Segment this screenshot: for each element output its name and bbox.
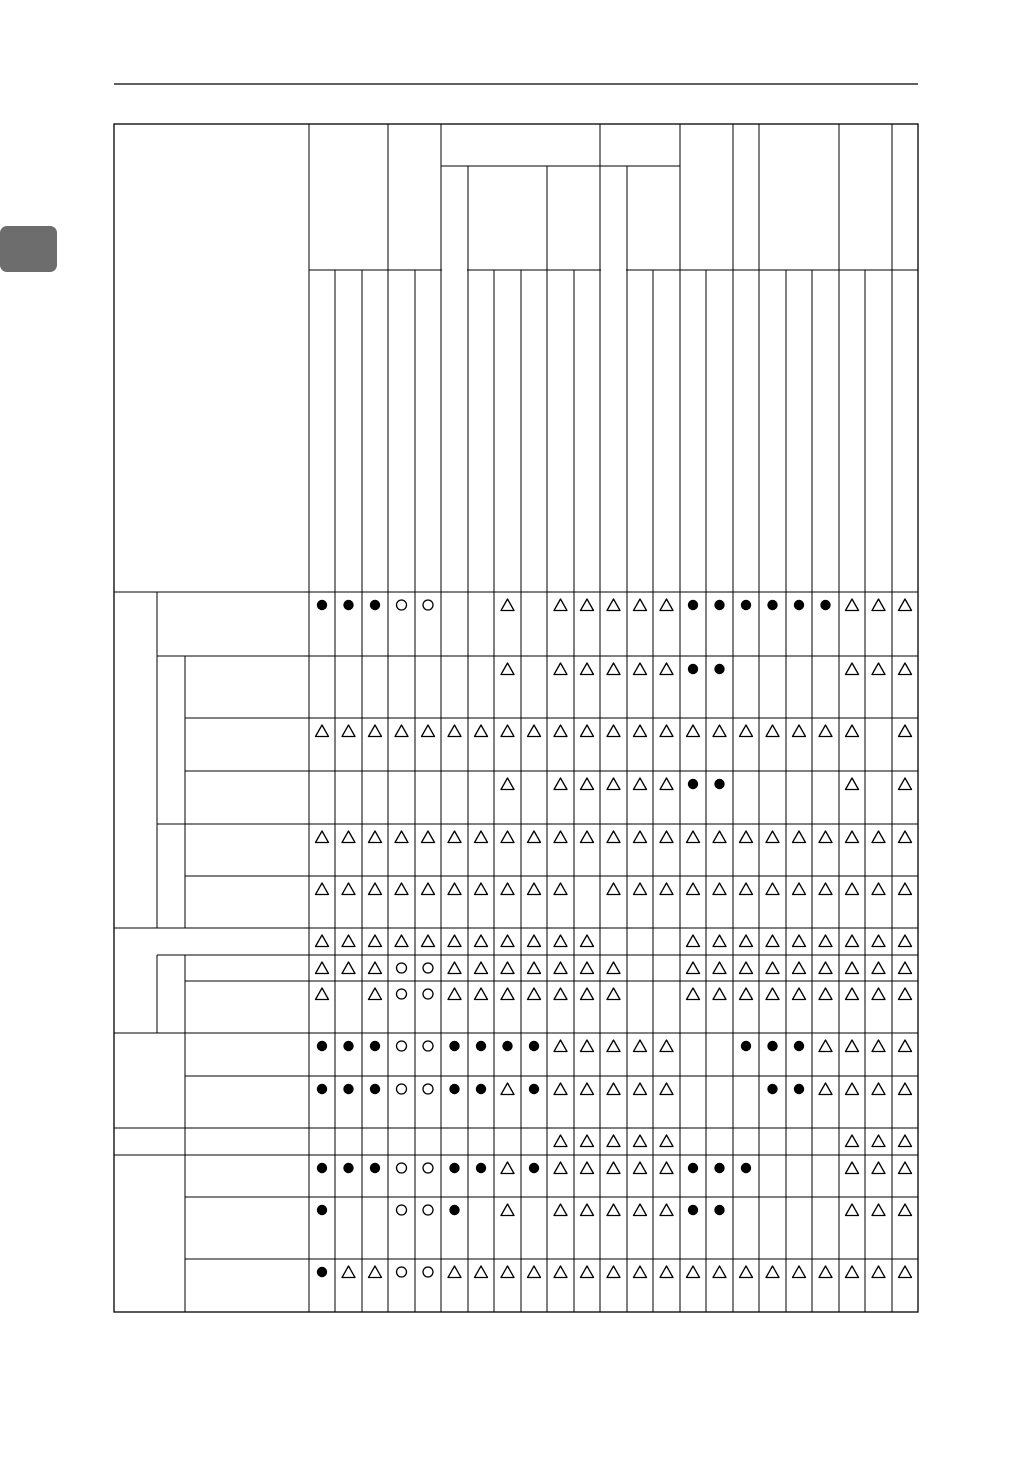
triangle-icon [581,962,594,974]
triangle-icon [766,962,779,974]
triangle-icon [899,663,912,675]
triangle-icon [607,883,620,895]
triangle-icon [713,725,726,737]
triangle-icon [846,1135,859,1147]
hollow-circle-icon [397,963,407,973]
triangle-icon [581,1135,594,1147]
triangle-icon [660,599,673,611]
triangle-icon [316,988,329,1000]
hollow-circle-icon [423,963,433,973]
filled-circle-icon [370,1163,380,1173]
filled-circle-icon [688,1163,698,1173]
triangle-icon [846,599,859,611]
triangle-icon [316,725,329,737]
filled-circle-icon [529,1084,539,1094]
triangle-icon [501,663,514,675]
filled-circle-icon [688,779,698,789]
filled-circle-icon [767,1084,777,1094]
triangle-icon [819,883,832,895]
triangle-icon [846,883,859,895]
triangle-icon [740,725,753,737]
triangle-icon [846,935,859,947]
filled-circle-icon [317,1267,327,1277]
triangle-icon [766,935,779,947]
triangle-icon [475,883,488,895]
triangle-icon [501,1204,514,1216]
filled-circle-icon [370,1084,380,1094]
filled-circle-icon [317,1084,327,1094]
triangle-icon [475,1266,488,1278]
triangle-icon [581,831,594,843]
filled-circle-icon [476,1041,486,1051]
triangle-icon [899,725,912,737]
triangle-icon [819,962,832,974]
triangle-icon [554,1204,567,1216]
triangle-icon [740,988,753,1000]
triangle-icon [872,831,885,843]
triangle-icon [607,1135,620,1147]
triangle-icon [766,988,779,1000]
triangle-icon [395,883,408,895]
triangle-icon [607,599,620,611]
triangle-icon [395,831,408,843]
triangle-icon [872,663,885,675]
hollow-circle-icon [423,1041,433,1051]
triangle-icon [899,778,912,790]
triangle-icon [872,1162,885,1174]
hollow-circle-icon [423,1205,433,1215]
triangle-icon [581,1204,594,1216]
triangle-icon [581,935,594,947]
triangle-icon [581,1266,594,1278]
triangle-icon [846,1083,859,1095]
triangle-icon [660,883,673,895]
triangle-icon [475,988,488,1000]
triangle-icon [899,935,912,947]
triangle-icon [634,831,647,843]
triangle-icon [369,1266,382,1278]
triangle-icon [501,831,514,843]
triangle-icon [342,935,355,947]
triangle-icon [554,1162,567,1174]
triangle-icon [448,962,461,974]
page-chrome [0,84,918,272]
triangle-icon [713,962,726,974]
filled-circle-icon [529,1041,539,1051]
triangle-icon [740,831,753,843]
triangle-icon [316,883,329,895]
triangle-icon [660,1135,673,1147]
triangle-icon [634,883,647,895]
triangle-icon [793,831,806,843]
triangle-icon [369,831,382,843]
triangle-icon [581,778,594,790]
triangle-icon [607,663,620,675]
triangle-icon [395,935,408,947]
chapter-tab [0,226,57,272]
triangle-icon [899,883,912,895]
triangle-icon [528,962,541,974]
triangle-icon [501,778,514,790]
triangle-icon [607,1266,620,1278]
triangle-icon [899,599,912,611]
triangle-icon [528,831,541,843]
triangle-icon [554,1266,567,1278]
triangle-icon [713,883,726,895]
triangle-icon [554,725,567,737]
triangle-icon [528,883,541,895]
triangle-icon [687,883,700,895]
triangle-icon [660,1083,673,1095]
triangle-icon [872,988,885,1000]
triangle-icon [899,1040,912,1052]
triangle-icon [846,1266,859,1278]
triangle-icon [660,778,673,790]
triangle-icon [819,831,832,843]
triangle-icon [501,1083,514,1095]
triangle-icon [422,935,435,947]
triangle-icon [872,962,885,974]
triangle-icon [634,663,647,675]
filled-circle-icon [317,1205,327,1215]
triangle-icon [581,1040,594,1052]
triangle-icon [607,1204,620,1216]
triangle-icon [342,831,355,843]
triangle-icon [634,778,647,790]
triangle-icon [581,1162,594,1174]
triangle-icon [660,1040,673,1052]
filled-circle-icon [820,600,830,610]
triangle-icon [369,962,382,974]
triangle-icon [819,1040,832,1052]
triangle-icon [448,831,461,843]
triangle-icon [554,663,567,675]
triangle-icon [687,988,700,1000]
hollow-circle-icon [423,1267,433,1277]
filled-circle-icon [343,600,353,610]
triangle-icon [581,663,594,675]
hollow-circle-icon [423,989,433,999]
triangle-icon [740,1266,753,1278]
triangle-icon [342,883,355,895]
triangle-icon [634,599,647,611]
filled-circle-icon [343,1041,353,1051]
triangle-icon [554,599,567,611]
triangle-icon [899,1204,912,1216]
triangle-icon [872,1083,885,1095]
triangle-icon [369,988,382,1000]
compatibility-table [114,124,918,1312]
filled-circle-icon [767,1041,777,1051]
filled-circle-icon [688,664,698,674]
triangle-icon [581,599,594,611]
filled-circle-icon [714,664,724,674]
triangle-icon [448,725,461,737]
triangle-icon [607,725,620,737]
triangle-icon [687,831,700,843]
triangle-icon [660,1204,673,1216]
triangle-icon [554,1040,567,1052]
compatibility-marks [316,599,912,1278]
triangle-icon [793,962,806,974]
filled-circle-icon [794,1041,804,1051]
triangle-icon [501,883,514,895]
filled-circle-icon [370,1041,380,1051]
triangle-icon [554,883,567,895]
triangle-icon [316,935,329,947]
triangle-icon [846,725,859,737]
triangle-icon [687,1266,700,1278]
filled-circle-icon [317,1041,327,1051]
triangle-icon [448,1266,461,1278]
triangle-icon [687,935,700,947]
filled-circle-icon [449,1205,459,1215]
triangle-icon [554,1083,567,1095]
triangle-icon [899,1266,912,1278]
triangle-icon [660,831,673,843]
triangle-icon [581,988,594,1000]
triangle-icon [819,725,832,737]
filled-circle-icon [529,1163,539,1173]
triangle-icon [607,778,620,790]
triangle-icon [740,935,753,947]
triangle-icon [846,663,859,675]
triangle-icon [395,725,408,737]
filled-circle-icon [449,1163,459,1173]
triangle-icon [342,962,355,974]
triangle-icon [899,988,912,1000]
filled-circle-icon [476,1163,486,1173]
triangle-icon [501,599,514,611]
triangle-icon [793,988,806,1000]
filled-circle-icon [343,1163,353,1173]
triangle-icon [369,883,382,895]
triangle-icon [342,1266,355,1278]
hollow-circle-icon [397,1163,407,1173]
triangle-icon [766,831,779,843]
triangle-icon [422,725,435,737]
filled-circle-icon [794,600,804,610]
triangle-icon [713,1266,726,1278]
triangle-icon [899,1083,912,1095]
triangle-icon [872,599,885,611]
triangle-icon [660,725,673,737]
triangle-icon [660,1162,673,1174]
triangle-icon [475,935,488,947]
triangle-icon [660,1266,673,1278]
hollow-circle-icon [397,1084,407,1094]
triangle-icon [448,883,461,895]
triangle-icon [793,883,806,895]
filled-circle-icon [370,600,380,610]
triangle-icon [713,935,726,947]
triangle-icon [872,1135,885,1147]
triangle-icon [607,1162,620,1174]
triangle-icon [528,935,541,947]
triangle-icon [713,988,726,1000]
triangle-icon [316,962,329,974]
triangle-icon [766,1266,779,1278]
filled-circle-icon [714,1163,724,1173]
triangle-icon [501,988,514,1000]
triangle-icon [634,1266,647,1278]
triangle-icon [501,962,514,974]
triangle-icon [819,935,832,947]
triangle-icon [528,725,541,737]
triangle-icon [554,962,567,974]
triangle-icon [846,831,859,843]
filled-circle-icon [502,1041,512,1051]
triangle-icon [793,725,806,737]
triangle-icon [872,1040,885,1052]
triangle-icon [607,988,620,1000]
triangle-icon [846,962,859,974]
filled-circle-icon [449,1041,459,1051]
triangle-icon [687,962,700,974]
triangle-icon [554,831,567,843]
filled-circle-icon [688,600,698,610]
filled-circle-icon [741,1041,751,1051]
triangle-icon [766,883,779,895]
hollow-circle-icon [397,1041,407,1051]
triangle-icon [846,988,859,1000]
triangle-icon [793,1266,806,1278]
triangle-icon [581,725,594,737]
triangle-icon [846,1162,859,1174]
triangle-icon [475,831,488,843]
filled-circle-icon [476,1084,486,1094]
filled-circle-icon [741,600,751,610]
triangle-icon [501,1266,514,1278]
triangle-icon [554,988,567,1000]
hollow-circle-icon [423,1084,433,1094]
triangle-icon [634,1135,647,1147]
hollow-circle-icon [397,1205,407,1215]
triangle-icon [369,935,382,947]
triangle-icon [422,831,435,843]
triangle-icon [766,725,779,737]
triangle-icon [793,935,806,947]
filled-circle-icon [343,1084,353,1094]
triangle-icon [475,725,488,737]
triangle-icon [554,935,567,947]
filled-circle-icon [714,600,724,610]
triangle-icon [872,935,885,947]
filled-circle-icon [317,600,327,610]
triangle-icon [819,1083,832,1095]
triangle-icon [634,1162,647,1174]
triangle-icon [819,1266,832,1278]
triangle-icon [899,831,912,843]
filled-circle-icon [688,1205,698,1215]
triangle-icon [501,1162,514,1174]
hollow-circle-icon [423,1163,433,1173]
triangle-icon [740,962,753,974]
triangle-icon [528,1266,541,1278]
triangle-icon [899,962,912,974]
triangle-icon [899,1162,912,1174]
triangle-icon [846,1040,859,1052]
triangle-icon [501,725,514,737]
triangle-icon [713,831,726,843]
triangle-icon [475,962,488,974]
triangle-icon [740,883,753,895]
filled-circle-icon [449,1084,459,1094]
filled-circle-icon [714,1205,724,1215]
triangle-icon [607,1040,620,1052]
triangle-icon [528,988,541,1000]
triangle-icon [634,1040,647,1052]
triangle-icon [634,1083,647,1095]
triangle-icon [899,1135,912,1147]
triangle-icon [660,663,673,675]
triangle-icon [342,725,355,737]
hollow-circle-icon [397,989,407,999]
triangle-icon [819,988,832,1000]
triangle-icon [846,778,859,790]
filled-circle-icon [767,600,777,610]
triangle-icon [607,962,620,974]
triangle-icon [872,883,885,895]
triangle-icon [687,725,700,737]
triangle-icon [448,935,461,947]
filled-circle-icon [714,779,724,789]
triangle-icon [634,1204,647,1216]
triangle-icon [581,1083,594,1095]
triangle-icon [846,1204,859,1216]
triangle-icon [607,831,620,843]
triangle-icon [316,831,329,843]
filled-circle-icon [317,1163,327,1173]
triangle-icon [501,935,514,947]
triangle-icon [422,883,435,895]
triangle-icon [448,988,461,1000]
filled-circle-icon [741,1163,751,1173]
triangle-icon [554,778,567,790]
hollow-circle-icon [397,600,407,610]
triangle-icon [634,725,647,737]
hollow-circle-icon [397,1267,407,1277]
hollow-circle-icon [423,600,433,610]
triangle-icon [554,1135,567,1147]
triangle-icon [872,1266,885,1278]
triangle-icon [872,1204,885,1216]
triangle-icon [607,1083,620,1095]
filled-circle-icon [794,1084,804,1094]
triangle-icon [369,725,382,737]
